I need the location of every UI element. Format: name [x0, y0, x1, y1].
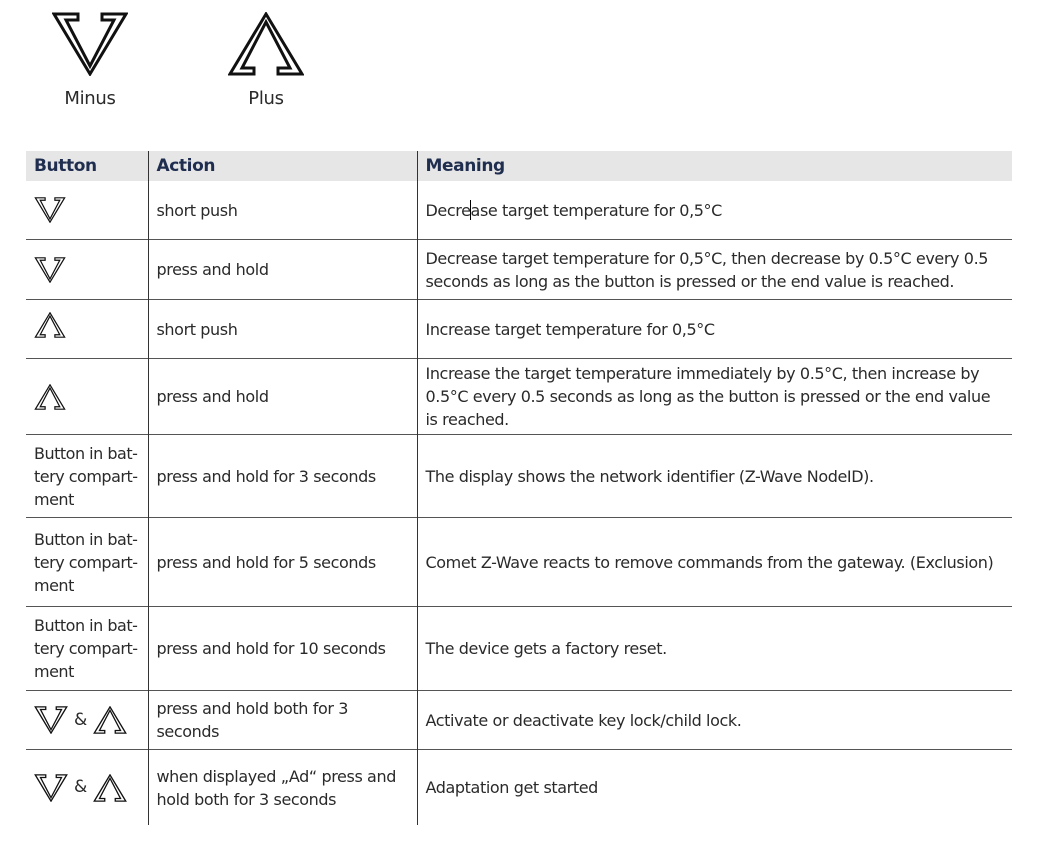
action-cell: press and hold both for 3 seconds — [148, 691, 417, 750]
button-cell — [26, 691, 148, 750]
meaning-cell: Increase target temperature for 0,5°C — [417, 300, 1012, 359]
minus-chevron-icon — [34, 774, 68, 802]
meaning-text-part: ase target temperature for 0,5°C — [470, 200, 722, 220]
minus-chevron-icon — [34, 706, 68, 734]
meaning-cell: Increase the target temperature immediately by 0.5°C, then increase by 0.5°C every 0.5 seconds as long as the button is pressed or the end value is reached. — [417, 359, 1012, 435]
minus-chevron-icon — [34, 197, 66, 223]
action-cell: when displayed „Ad“ press and hold both for 3 seconds — [148, 750, 417, 826]
action-cell: short push — [148, 181, 417, 240]
table-row — [26, 359, 1012, 435]
button-cell — [26, 750, 148, 826]
action-cell: press and hold for 10 seconds — [148, 607, 417, 691]
action-cell: press and hold for 3 seconds — [148, 435, 417, 518]
table-row — [26, 300, 1012, 359]
button-cell — [26, 181, 148, 240]
legend-plus — [216, 12, 316, 109]
plus-chevron-icon — [228, 12, 304, 76]
action-cell: press and hold for 5 seconds — [148, 518, 417, 607]
legend-label-plus: Plus — [248, 88, 284, 109]
action-cell: press and hold — [148, 240, 417, 300]
button-cell — [26, 359, 148, 435]
meaning-cell: Activate or deactivate key lock/child lock. — [417, 691, 1012, 750]
meaning-cell: Comet Z-Wave reacts to remove commands from the gateway. (Exclusion) — [417, 518, 1012, 607]
action-cell: press and hold — [148, 359, 417, 435]
minus-chevron-icon — [34, 257, 66, 283]
table-row — [26, 691, 1012, 750]
meaning-cell — [417, 181, 1012, 240]
plus-chevron-icon — [93, 774, 127, 802]
table-row — [26, 181, 1012, 240]
button-cell: Button in bat-tery compart-ment — [26, 607, 148, 691]
plus-chevron-icon — [93, 706, 127, 734]
minus-chevron-icon — [52, 12, 128, 76]
meaning-cell: Decrease target temperature for 0,5°C, then decrease by 0.5°C every 0.5 seconds as long as the button is pressed or the end value is reached. — [417, 240, 1012, 300]
table-header-row — [26, 151, 1012, 181]
action-cell: short push — [148, 300, 417, 359]
legend-label-minus: Minus — [64, 88, 116, 109]
meaning-cell: Adaptation get started — [417, 750, 1012, 826]
ampersand: & — [74, 709, 87, 730]
plus-chevron-icon — [34, 312, 66, 338]
ampersand: & — [74, 777, 87, 797]
table-row — [26, 240, 1012, 300]
meaning-cell: The device gets a factory reset. — [417, 607, 1012, 691]
legend-minus — [40, 12, 140, 109]
button-cell — [26, 300, 148, 359]
button-cell: Button in bat-tery compart-ment — [26, 435, 148, 518]
button-actions-table — [26, 151, 1012, 825]
header-action: Action — [148, 151, 417, 181]
header-button: Button — [26, 151, 148, 181]
table-row — [26, 607, 1012, 691]
table-row — [26, 518, 1012, 607]
table-row — [26, 435, 1012, 518]
table-row — [26, 750, 1012, 826]
plus-chevron-icon — [34, 384, 66, 410]
header-meaning: Meaning — [417, 151, 1012, 181]
button-cell — [26, 240, 148, 300]
meaning-text-part: Decre — [425, 200, 471, 220]
meaning-cell: The display shows the network identifier (Z-Wave NodeID). — [417, 435, 1012, 518]
button-cell: Button in bat-tery compart-ment — [26, 518, 148, 607]
